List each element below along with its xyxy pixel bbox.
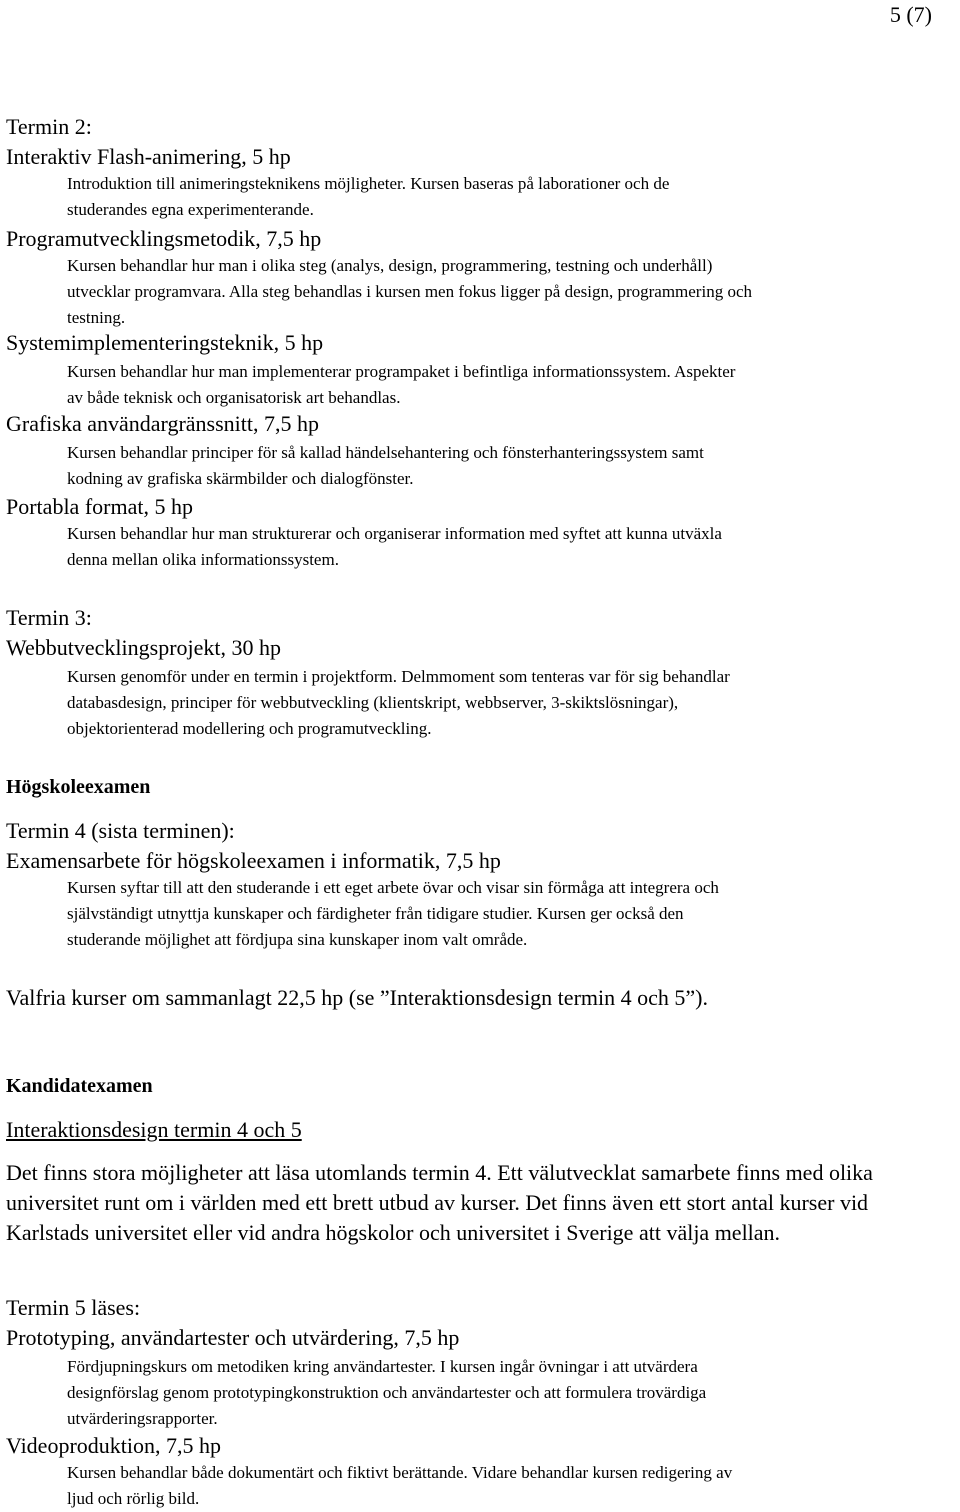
section-heading-hogskoleexamen: Högskoleexamen: [6, 776, 151, 798]
description-line: databasdesign, principer för webbutveckling (klientskript, webbserver, 3-skiktslösningar),: [67, 693, 679, 712]
subheading-interaktionsdesign: Interaktionsdesign termin 4 och 5: [6, 1117, 302, 1142]
description-line: denna mellan olika informationssystem.: [67, 550, 339, 569]
course-title: Videoproduktion, 7,5 hp: [6, 1433, 221, 1458]
course-description: [67, 875, 719, 953]
course-description: [67, 664, 730, 742]
description-line: Kursen behandlar hur man i olika steg (analys, design, programmering, testning och underhåll): [67, 256, 713, 275]
course-title: Webbutvecklingsprojekt, 30 hp: [6, 635, 282, 660]
course-description: [67, 359, 735, 411]
description-line: Kursen behandlar principer för så kallad händelsehantering och fönsterhanteringssystem samt: [67, 443, 704, 462]
page-number: 5 (7): [889, 2, 932, 27]
course-description: [67, 171, 669, 223]
term2-heading: Termin 2:: [6, 114, 92, 139]
course-description: [67, 1460, 732, 1512]
description-line: Fördjupningskurs om metodiken kring användartester. I kursen ingår övningar i att utvärdera: [67, 1357, 698, 1376]
description-line: testning.: [67, 308, 126, 327]
description-line: utvecklar programvara. Alla steg behandlas i kursen men fokus ligger på design, programmering och: [67, 282, 752, 301]
term3-heading: Termin 3:: [6, 605, 92, 630]
electives-note: Valfria kurser om sammanlagt 22,5 hp (se ”Interaktionsdesign termin 4 och 5”).: [6, 985, 708, 1010]
description-line: studerandes egna experimenterande.: [67, 200, 314, 219]
course-title: Grafiska användargränssnitt, 7,5 hp: [6, 411, 320, 436]
description-line: av både teknisk och organisatorisk art behandlas.: [67, 388, 401, 407]
course-description: [67, 521, 722, 573]
description-line: utvärderingsrapporter.: [67, 1409, 218, 1428]
course-title: Programutvecklingsmetodik, 7,5 hp: [6, 226, 322, 251]
description-line: Kursen syftar till att den studerande i ett eget arbete övar och visar sin förmåga att integrera och: [67, 878, 719, 897]
description-line: ljud och rörlig bild.: [67, 1489, 200, 1508]
course-description: [67, 440, 704, 492]
description-line: designförslag genom prototypingkonstruktion och användartester och att formulera trovärdiga: [67, 1383, 707, 1402]
course-title: Examensarbete för högskoleexamen i informatik, 7,5 hp: [6, 848, 501, 873]
course-description: [67, 253, 752, 331]
description-line: Kursen behandlar både dokumentärt och fiktivt berättande. Vidare behandlar kursen redigering av: [67, 1463, 733, 1482]
course-title: Systemimplementeringsteknik, 5 hp: [6, 330, 324, 355]
course-title: Portabla format, 5 hp: [6, 494, 193, 519]
description-line: Kursen behandlar hur man strukturerar och organiserar information med syftet att kunna utväxla: [67, 524, 722, 543]
description-line: Kursen genomför under en termin i projektform. Delmmoment som tenteras var för sig behandlar: [67, 667, 730, 686]
study-abroad-paragraph: Det finns stora möjligheter att läsa utomlands termin 4. Ett välutvecklat samarbete finns med olika universitet runt om i världen med ett brett utbud av kurser. Det finns även ett stort antal kurser vid Karlstads universitet eller vid andra högskolor och universitet i Sverige att välja mellan.: [6, 1160, 873, 1245]
term4-heading: Termin 4 (sista terminen):: [6, 818, 235, 843]
description-line: kodning av grafiska skärmbilder och dialogfönster.: [67, 469, 414, 488]
description-line: självständigt utnyttja kunskaper och färdigheter från tidigare studier. Kursen ger också den: [67, 904, 684, 923]
course-title: Prototyping, användartester och utvärdering, 7,5 hp: [6, 1325, 460, 1350]
description-line: Introduktion till animeringsteknikens möjligheter. Kursen baseras på laborationer och de: [67, 174, 670, 193]
term5-heading: Termin 5 läses:: [6, 1295, 141, 1320]
course-description: [67, 1354, 706, 1432]
description-line: studerande möjlighet att fördjupa sina kunskaper inom valt område.: [67, 930, 528, 949]
description-line: objektorienterad modellering och programutveckling.: [67, 719, 432, 738]
course-title: Interaktiv Flash-animering, 5 hp: [6, 144, 291, 169]
description-line: Kursen behandlar hur man implementerar programpaket i befintliga informationssystem. Aspekter: [67, 362, 736, 381]
section-heading-kandidatexamen: Kandidatexamen: [6, 1075, 153, 1097]
